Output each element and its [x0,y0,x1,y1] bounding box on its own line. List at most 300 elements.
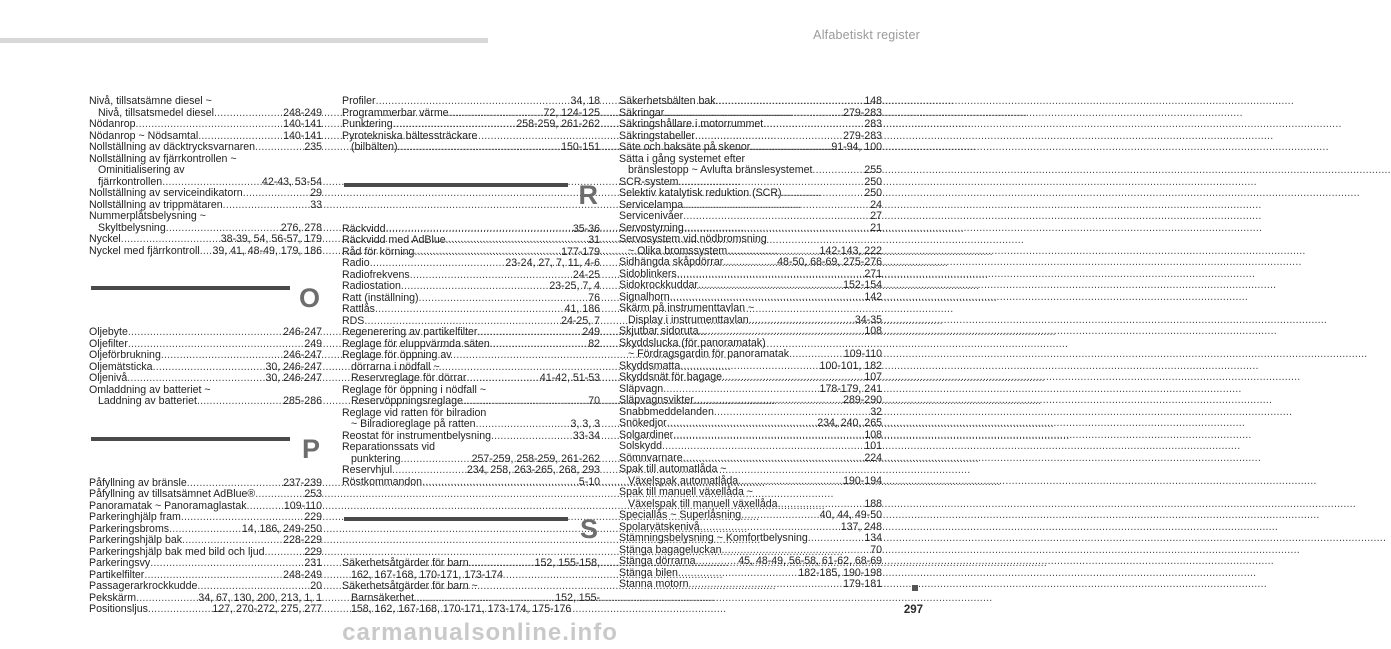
watermark: carmanualsonline.info [342,619,618,646]
entry-term: dörrarna i nödfall ~ [351,360,440,373]
index-entry [619,188,882,200]
entry-term: ~ Bilradioreglage på ratten [351,418,476,430]
index-entry [89,165,322,177]
header-bar [0,38,488,43]
entry-pages: 70 [588,395,600,407]
entry-term: Solgardiner [619,428,674,441]
entry-pages: 20 [310,580,322,592]
entry-term: Radio [342,257,370,269]
entry-term: punktering [351,452,401,465]
dot-leader [375,304,564,316]
dot-leader [148,604,212,616]
entry-term: Regenerering av partikelfilter [342,326,478,338]
entry-pages: 21 [870,221,882,234]
entry-pages: 24-25 [572,268,600,281]
entry-term: Påfyllning av bränsle [89,476,187,489]
entry-term: Släpvagn [619,382,664,395]
entry-pages: 246-247 [283,326,322,338]
entry-term: Stänga bagageluckan [619,543,722,556]
entry-term: Stänga bilen [619,566,678,579]
entries-r [342,224,600,489]
entry-term: Reglage vid ratten för bilradion [342,406,487,419]
index-entry [619,234,882,246]
entry-term: Spolarvätskenivå [619,520,700,533]
entry-pages: 283 [864,118,882,130]
entries-n [89,96,322,257]
entry-term: Profiler [342,95,376,107]
dot-leader [741,510,818,522]
index-entry [619,464,882,476]
entry-pages: 5-10 [578,475,600,488]
dot-leader [723,257,776,269]
section-letter-o: O [298,283,320,313]
index-entry [619,556,882,568]
dot-leader [223,200,310,212]
entry-pages: 188 [864,497,882,510]
index-entry [89,246,322,258]
entry-term: Råd för körning [342,245,415,258]
entry-term: Oljefilter [89,337,128,350]
entry-term: Reparationssats vid [342,441,436,453]
entry-term: Nivå, tillsatsmedel diesel [98,106,214,119]
index-entry [89,512,322,524]
entry-term: Partikelfilter [89,568,145,581]
entry-term: Reservreglage för dörrar [351,372,467,384]
entry-term: Programmerbar värme [342,106,449,119]
dot-leader [716,96,864,108]
entry-pages: 140-141 [283,118,322,130]
entries-s [342,558,600,616]
index-entry [619,257,882,269]
index-entry [89,604,322,616]
entry-term: Reostat för instrumentbelysning [342,429,491,442]
entry-pages: 108 [864,428,882,441]
entry-term: Skyltbelysning [98,221,166,234]
entry-pages: 109-110 [843,348,882,360]
entry-term: Passagerarkrockkudde [89,580,198,592]
entry-term: ~ Fördragsgardin för panoramatak [628,348,790,360]
index-column-1 [89,96,322,616]
dot-leader [689,579,843,591]
index-entry [89,558,322,570]
index-entry [619,165,882,177]
entry-pages: 279-283 [843,129,882,142]
entry-term: Nödanrop ~ Nödsamtal [89,129,199,142]
entry-term: Skärm på instrumenttavlan ~ [619,302,755,314]
dot-leader [808,533,864,545]
index-entry [619,487,882,499]
entry-pages: 179-181 [843,578,882,590]
index-entry [619,96,882,108]
entry-term: Skyddsmatta [619,359,681,372]
dot-leader [200,246,212,258]
entry-pages: 224 [864,451,882,464]
entries-o [89,327,322,408]
index-entry [89,119,322,131]
entry-term: Reservhjul [342,464,393,476]
index-entry [89,581,322,593]
section-r-header [342,176,600,216]
page-number: 297 [903,604,923,616]
index-entry [342,304,600,316]
entry-term: Reglage för öppning av [342,349,452,361]
section-divider [91,437,290,441]
entry-pages: 134 [864,532,882,544]
entry-term: Säkringar [619,106,665,119]
section-letter-s: S [579,514,598,544]
entry-term: fjärrkontrollen [98,175,163,188]
entry-term: Nollställning av serviceindikatorn [89,187,243,199]
entry-pages: 249 [582,326,600,338]
entry-term: Spak till automatlåda ~ [619,463,727,475]
entry-term: Säkringshållare i motorrummet [619,118,764,130]
index-entry [342,419,600,431]
index-entry [619,372,882,384]
entry-pages: 285-286 [283,395,322,407]
entry-pages: 142-143, 222 [819,244,882,257]
entry-term: Servicelampa [619,198,684,211]
section-o-header [89,279,322,319]
dot-leader [477,327,581,339]
entry-term: Stanna motorn [619,578,689,590]
index-entry [89,327,322,339]
entry-term: Påfyllning av tillsatsämnet AdBlue® [89,488,256,500]
entry-pages: 14, 186, 249-250 [241,522,322,535]
entry-term: Parkeringshjälp bak [89,534,183,546]
entry-term: Röstkommandon [342,475,423,488]
entry-term: Radiostation [342,280,401,292]
entry-term: Radiofrekvens [342,268,410,281]
entry-term: Växelspak till manuell växellåda [628,497,778,510]
entry-pages: 140-141 [283,129,322,142]
entry-term: Servicenivåer [619,210,684,222]
entry-pages: 228-229 [283,534,322,546]
entry-pages: 229 [304,545,322,558]
entry-term: Sidhängda skåpdörrar [619,256,724,268]
dot-leader [750,142,830,154]
dot-leader [722,372,863,384]
entry-term: Reglage för öppning i nödfall ~ [342,383,487,396]
entry-term: Speciallås ~ Superlåsning [619,509,742,521]
entry-term: Sidoblinkers [619,267,677,280]
dot-leader [422,477,578,489]
index-entry [342,258,600,270]
entry-pages: 246-247 [283,349,322,361]
entry-pages: 152, 155-158, [534,557,600,569]
entry-term: Display i instrumenttavlan [628,313,749,326]
entry-term: 162, 167-168, 170-171, 173-174 [351,568,503,581]
dot-leader [150,558,303,570]
entry-pages: 70 [870,543,882,556]
section-letter-r: R [578,179,598,210]
entry-term: Panoramatak ~ Panoramaglastak [89,499,247,512]
entry-term: Pekskärm [89,591,137,604]
entry-pages: 237-239 [283,476,322,489]
dot-leader [683,211,869,223]
entry-pages: 42-43, 53-54 [261,175,322,188]
dot-leader [370,258,505,270]
index-entry [89,188,322,200]
entry-term: Nyckel [89,233,121,245]
section-divider [91,286,290,290]
index-entry [342,96,600,108]
entry-term: Räckvidd med AdBlue [342,234,446,246]
entry-pages: 3, 3, 3 [570,418,600,430]
entry-pages: 40, 44, 49-50 [819,509,882,521]
section-letter-p: P [301,433,320,464]
entry-pages: 142 [864,290,882,303]
dot-leader [738,476,842,488]
entry-pages: 248-249 [283,568,322,581]
entry-term: Pyrotekniska bältessträckare [342,129,478,142]
entry-term: Släpvagnsvikter [619,394,694,406]
entry-term: Ominitialisering av [98,164,185,176]
dot-leader [398,142,561,154]
entry-term: Reglage för eluppvärmda säten [342,337,490,350]
index-entry [342,327,600,339]
entry-term: (bilbälten) [351,141,398,153]
entry-term: Parkeringsbroms [89,522,170,535]
entry-term: Skjutbar sidoruta [619,325,699,337]
entry-pages: 91-94, 100 [831,141,882,153]
entry-pages: 35-36 [572,222,600,235]
entry-term: Signalhorn [619,290,670,303]
index-entry [619,280,882,292]
entry-term: Nollställning av däcktrycksvarnaren [89,141,256,153]
section-divider [344,183,568,187]
dot-leader [782,188,864,200]
entry-term: Nollställning av fjärrkontrollen ~ [89,152,237,165]
dot-leader [694,395,842,407]
entry-term: Skyddslucka (för panoramatak) [619,336,766,349]
entry-term: 158, 162, 167-168, 170-171, 173-174, 175-176 [351,603,572,615]
entry-term: Säkerhetsbälten bak [619,95,716,107]
entry-term: Säkerhetsåtgärder för barn [342,557,469,569]
entry-pages: 109-110 [283,499,322,512]
entry-term: Nollställning av trippmätaren [89,198,223,211]
entry-pages: 29 [310,187,322,199]
section-p-header [89,430,322,470]
entry-term: Snökedjor [619,417,667,429]
entry-term: Sömnvarnare [619,451,683,464]
entry-term: Barnsäkerhet [351,591,415,604]
entry-term: Punktering [342,118,393,130]
dot-leader [197,396,282,408]
entry-term: Oljebyte [89,326,128,338]
entry-pages: 271 [864,267,882,280]
entry-term: Laddning av batteriet [98,395,197,407]
dot-leader [181,512,303,524]
dot-leader [696,556,738,568]
entry-term: Säkringstabeller [619,129,695,142]
entry-pages: 235 [304,141,322,153]
entry-pages: 182-185, 190-198 [798,566,882,579]
entry-term: Omladdning av batteriet ~ [89,383,211,396]
entry-pages: 137, 248 [840,520,882,533]
entry-term: Oljenivå [89,372,128,384]
dot-leader [182,535,282,547]
entry-pages: 41-42, 51-53 [539,372,600,384]
dot-leader [698,280,842,292]
entries-s-cont [619,96,882,591]
entry-term: Snabbmeddelanden [619,405,714,418]
index-entry [619,579,882,591]
entry-term: RDS [342,314,365,327]
entry-pages: 234, 240, 265 [817,417,882,429]
dot-leader [491,431,572,443]
entry-pages: 108 [864,325,882,337]
end-square-icon [912,585,918,591]
entry-pages: 45, 48-49, 56-58, 61-62, 68-69 [738,555,882,567]
entry-pages: 255 [864,164,882,176]
entry-pages: 48-50, 68-69, 275-276 [777,256,882,268]
entry-term: Oljemätsticka [89,360,153,373]
dot-leader [376,96,570,108]
entry-term: Parkeringsvy [89,557,151,569]
dot-leader [812,165,863,177]
entry-term: Säte och baksäte på skenor [619,141,751,153]
entry-pages: 23-25, 7, 4 [549,280,600,292]
index-entry [619,119,882,131]
index-entry [89,396,322,408]
index-entry [342,477,600,489]
entry-pages: 24 [870,198,882,211]
entry-term: Nödanrop [89,118,136,130]
entry-pages: 257-259, 258-259, 261-262 [471,452,600,465]
index-entry [619,533,882,545]
dot-leader [490,339,587,351]
section-divider [344,517,568,521]
entry-pages: 152, 155- [555,591,600,604]
dot-leader [763,119,863,131]
entry-term: Parkeringhjälp fram [89,511,181,523]
index-entry [89,234,322,246]
entry-term: Parkeringshjälp bak med bild och ljud [89,545,265,558]
index-entry [619,395,882,407]
entries-p-cont [342,96,600,154]
entry-term: Ratt (inställning) [342,291,419,304]
dot-leader [446,235,588,247]
entries-p [89,478,322,616]
entry-pages: 234, 258, 263-265, 268, 293 [466,464,600,476]
index-entry [619,510,882,522]
dot-leader [392,465,466,477]
entry-pages: 253 [304,488,322,500]
dot-leader [667,418,816,430]
page-header-title: Alfabetiskt register [813,28,920,42]
index-entry [89,211,322,223]
entry-pages: 101 [864,440,882,452]
index-entry [89,96,322,108]
entry-pages: 27 [870,210,882,222]
section-s-header [342,510,600,550]
entry-pages: 34-35 [854,313,882,326]
entry-pages: 127, 270-272, 275, 277 [212,603,322,615]
entry-term: Säkerhetsåtgärder för barn ~ [342,580,478,592]
entry-pages: 24-25, 7 [561,314,600,327]
dot-leader [128,327,282,339]
entry-term: Spak till manuell växellåda ~ [619,486,753,498]
entry-term: Rattlås [342,303,375,315]
index-entry [342,581,600,593]
entry-pages: 41, 186 [564,303,600,315]
entry-pages: 33-34 [572,429,600,442]
dot-leader [121,234,220,246]
index-entry [342,442,600,454]
dot-leader [255,142,303,154]
entry-pages: 229 [304,511,322,523]
entry-pages: 23-24, 27, 7, 11, 4-6 [505,257,600,269]
entry-pages: 107 [864,371,882,383]
entry-pages: 148 [864,95,882,107]
entry-pages: 38-39, 54, 56-57, 179 [220,233,322,245]
index-entry [342,235,600,247]
entry-pages: 178-179, 241 [819,382,882,395]
entry-pages: 32 [870,405,882,418]
index-entry [342,281,600,293]
entry-pages: 152-154 [843,279,882,291]
index-entry [89,535,322,547]
entry-pages: 231 [304,557,322,569]
index-entry [619,349,882,361]
index-column-3 [619,96,882,591]
entry-pages: 289-290 [843,394,882,406]
entry-pages: 30, 246-247 [265,372,322,384]
dot-leader [476,419,570,431]
entry-term: Positionsljus [89,603,148,615]
dot-leader [662,441,863,453]
index-entry [619,441,882,453]
index-column-2 [342,96,600,616]
entry-term: Skyddsnät för bagage [619,371,723,383]
entry-pages: 76 [588,291,600,304]
entry-term: Sidokrockkuddar [619,279,698,291]
entry-term: Servosystem vid nödbromsning [619,233,767,245]
entry-term: bränslestopp ~ Avlufta bränslesystemet [628,164,813,176]
entry-term: Solskydd [619,440,662,452]
dot-leader [136,119,283,131]
entry-term: Räckvidd [342,222,386,235]
entry-pages: 33 [310,198,322,211]
index-entry [619,418,882,430]
entry-term: Sätta i gång systemet efter [619,152,746,165]
entry-term: Nummerplåtsbelysning ~ [89,210,206,222]
entry-term: Servostyrning [619,221,684,234]
index-entry [342,604,600,616]
entry-pages: 100-101, 182 [819,359,882,372]
dot-leader [161,350,282,362]
entry-pages: 250 [864,187,882,199]
entry-pages: 39, 41, 48-49, 179, 186 [212,244,322,257]
index-entry [89,350,322,362]
entry-term: Stänga dörrarna [619,555,696,567]
entry-pages: 250 [864,175,882,188]
entry-term: Selektiv katalytisk reduktion (SCR) [619,187,782,199]
dot-leader [401,281,548,293]
entry-term: Växelspak automatlåda [628,474,739,487]
entry-pages: 150-151 [561,141,600,153]
index-entry [619,211,882,223]
entry-term: Reservöppningsreglage [351,395,463,407]
entry-pages: 72, 124-125 [543,106,600,119]
entry-pages: 34, 67, 130, 200, 213, 1, 1 [198,591,322,604]
entry-pages: 34, 18 [570,95,600,107]
entry-pages: 177-179 [561,245,600,258]
dot-leader [197,581,309,593]
entry-pages: 276, 278 [280,221,322,234]
entry-pages: 249 [304,337,322,350]
entry-pages: 279-283 [843,106,882,119]
